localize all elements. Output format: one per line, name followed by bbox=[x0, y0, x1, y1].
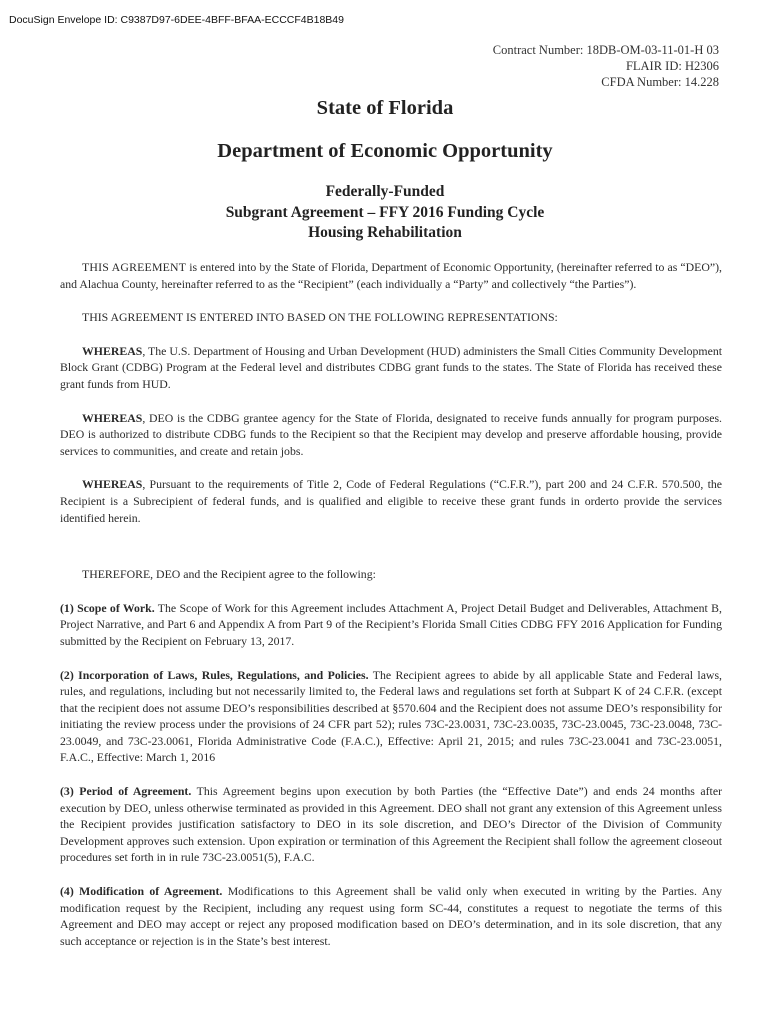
section-text: This Agreement begins upon execution by both Parties (the “Effective Date”) and ends 24 months after execution by DEO, unless otherwise terminated as provided in this Agreement. DEO shall not grant any extension of this Agreement unless the Recipient provides justification satisfactory to DEO in its sole discretion, and DEO’s Director of the Division of Community Development approves such extension. Upon expiration or termination of this Agreement the Recipient shall follow the agreement closeout procedures set forth in in rule 73C-23.0051(5), F.A.C. bbox=[60, 784, 723, 865]
agreement-title-line-3: Housing Rehabilitation bbox=[308, 224, 462, 241]
section-heading: (1) Scope of Work. bbox=[60, 600, 155, 615]
whereas-paragraph bbox=[60, 343, 722, 393]
whereas-lead: WHEREAS bbox=[82, 410, 143, 425]
cfda-number: CFDA Number: 14.228 bbox=[601, 75, 719, 89]
section-paragraph bbox=[60, 667, 722, 767]
section-heading: (2) Incorporation of Laws, Rules, Regulations, and Policies. bbox=[60, 667, 369, 682]
representations-paragraph: THIS AGREEMENT IS ENTERED INTO BASED ON THE FOLLOWING REPRESENTATIONS: bbox=[82, 310, 558, 325]
intro-paragraph bbox=[60, 259, 722, 292]
department-title: Department of Economic Opportunity bbox=[217, 140, 553, 162]
contract-metadata bbox=[493, 42, 719, 90]
section-text: The Recipient agrees to abide by all applicable State and Federal laws, rules, and regulations, including but not necessarily limited to, the Federal laws and regulations set forth at Subpart K of 24 C.F.R. (except that the recipient does not assume DEO’s responsibilities described at §570.604 and the Recipient does not assume DEO’s responsibility for initiating the review process under the provisions of 24 CFR part 52); rules 73C-23.0031, 73C-23.0035, 73C-23.0045, 73C-23.0048, 73C-23.0049, and 73C-23.0061, Florida Administrative Code (F.A.C.), Effective: April 21, 2015; and rules 73C-23.0041 and 73C-23.0051, F.A.C., Effective: March 1, 2016 bbox=[60, 667, 722, 765]
state-title: State of Florida bbox=[316, 97, 454, 119]
whereas-lead: WHEREAS bbox=[82, 477, 143, 492]
section-heading: (4) Modification of Agreement. bbox=[60, 884, 223, 899]
intro-caps: THIS AGREEMENT bbox=[82, 260, 187, 274]
agreement-body bbox=[60, 259, 722, 966]
agreement-title-line-1: Federally-Funded bbox=[325, 183, 445, 200]
section-heading: (3) Period of Agreement. bbox=[60, 784, 192, 799]
agreement-title-line-2: Subgrant Agreement – FFY 2016 Funding Cycle bbox=[225, 203, 545, 221]
docusign-envelope-id: DocuSign Envelope ID: C9387D97-6DEE-4BFF-BFAA-ECCCF4B18B49 bbox=[9, 14, 344, 26]
whereas-text: , DEO is the CDBG grantee agency for the State of Florida, designated to receive funds annually for program purposes. DEO is authorized to distribute CDBG funds to the Recipient so that the Recipient may develop and preserve affordable housing, provide services to communities, and create and retain jobs. bbox=[60, 410, 722, 458]
section-paragraph bbox=[60, 600, 722, 650]
whereas-paragraph bbox=[60, 410, 722, 460]
intro-text: is entered into by the State of Florida, Department of Economic Opportunity, (hereinafter referred to as “DEO”), and Alachua County, hereinafter referred to as the “Recipient” (each individually a “Party” and collectively “the Parties”). bbox=[60, 260, 722, 291]
section-paragraph bbox=[60, 783, 722, 866]
whereas-text: , Pursuant to the requirements of Title 2, Code of Federal Regulations (“C.F.R.”), part 200 and 24 C.F.R. 570.500, the Recipient is a Subrecipient of federal funds, and is qualified and eligible to receive these grant funds in orderto provide the services identified herein. bbox=[60, 477, 722, 525]
therefore-paragraph: THEREFORE, DEO and the Recipient agree to the following: bbox=[82, 567, 376, 582]
section-text: The Scope of Work for this Agreement includes Attachment A, Project Detail Budget and Deliverables, Attachment B, Project Narrative, and Part 6 and Appendix A from Part 9 of the Recipient’s Florida Small Cities CDBG FFY 2016 Application for Funding submitted by the Recipient on February 13, 2017. bbox=[60, 600, 722, 648]
whereas-text: , The U.S. Department of Housing and Urban Development (HUD) administers the Small Cities Community Development Block Grant (CDBG) Program at the Federal level and distributes CDBG grant funds to the states. The State of Florida has received these grant funds from HUD. bbox=[60, 343, 722, 391]
whereas-lead: WHEREAS bbox=[82, 343, 143, 358]
section-paragraph bbox=[60, 883, 722, 949]
whereas-paragraph bbox=[60, 476, 722, 526]
contract-number: Contract Number: 18DB-OM-03-11-01-H 03 bbox=[492, 43, 719, 57]
section-text: Modifications to this Agreement shall be valid only when executed in writing by the Parties. Any modification request by the Recipient, including any request using form SC-44, constitutes a request to negotiate the terms of this Agreement and DEO may accept or reject any proposed modification based on DEO’s determination, and in its sole discretion, that any such acceptance or rejection is in the State’s best interest. bbox=[60, 884, 722, 948]
agreement-title bbox=[0, 182, 770, 244]
flair-id: FLAIR ID: H2306 bbox=[625, 59, 719, 73]
